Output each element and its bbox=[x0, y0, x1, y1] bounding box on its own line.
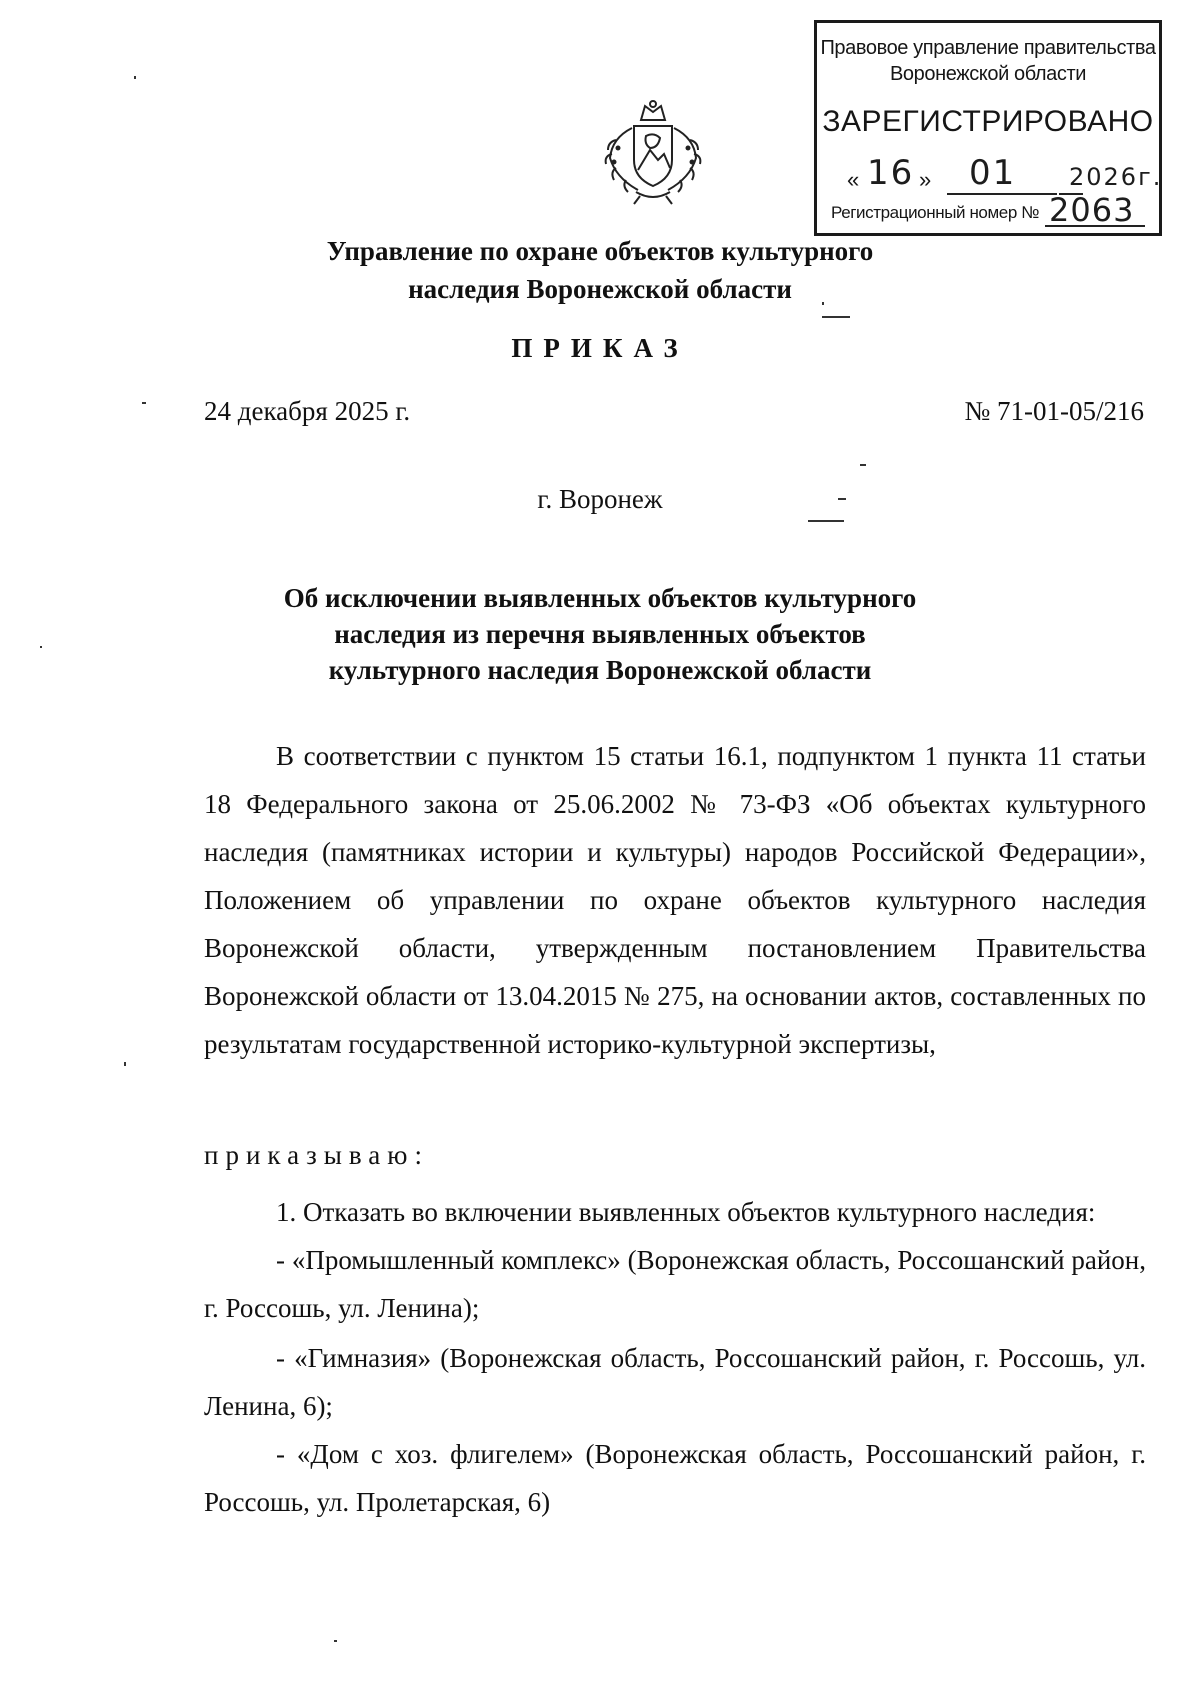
stamp-month-line bbox=[947, 193, 1057, 195]
scan-speck bbox=[822, 316, 850, 318]
scan-speck bbox=[334, 1640, 337, 1642]
order-subitem: - «Гимназия» (Воронежская область, Россошанский район, г. Россошь, ул. Ленина, 6); bbox=[204, 1343, 1146, 1421]
order-subitem: - «Промышленный комплекс» (Воронежская область, Россошанский район, г. Россошь, ул. Ленина); bbox=[204, 1245, 1146, 1323]
scan-speck bbox=[134, 76, 136, 79]
order-item-1: 1. Отказать во включении выявленных объектов культурного наследия: bbox=[276, 1197, 1096, 1227]
scan-speck bbox=[40, 646, 42, 648]
document-date: 24 декабря 2025 г. bbox=[204, 396, 411, 426]
stamp-open-quote: « bbox=[847, 167, 860, 192]
scan-speck bbox=[808, 520, 844, 522]
scan-speck bbox=[838, 498, 846, 500]
voronezh-coat-of-arms-icon bbox=[598, 98, 708, 206]
stamp-reg-number: 2063 bbox=[1049, 191, 1135, 229]
document-subject: Об исключении выявленных объектов культурного наследия из перечня выявленных объектов культурного наследия Воронежской области bbox=[283, 583, 917, 685]
stamp-reg-label: Регистрационный номер № bbox=[831, 203, 1040, 222]
scan-speck bbox=[142, 402, 146, 404]
document-type: ПРИКАЗ bbox=[511, 333, 689, 363]
stamp-status: ЗАРЕГИСТРИРОВАНО bbox=[822, 105, 1154, 138]
scan-speck bbox=[860, 464, 866, 466]
document-city: г. Воронеж bbox=[537, 484, 663, 514]
scan-speck bbox=[822, 302, 824, 305]
stamp-close-quote: » bbox=[919, 167, 932, 192]
preamble-paragraph: В соответствии с пунктом 15 статьи 16.1, подпунктом 1 пункта 11 статьи 18 Федерального закона от 25.06.2002 № 73-ФЗ «Об объектах культурного наследия (памятниках истории и культуры) народов Российской Федерации», Положением об управлении по охране объектов культурного наследия Воронежской области, утвержденным постановлением Правительства Воронежской области от 13.04.2015 № 275, на основании актов, составленных по результатам государственной историко-культурной экспертизы, bbox=[204, 741, 1146, 1059]
stamp-department: Правовое управление правительства Воронежской области bbox=[820, 37, 1156, 85]
order-subitem: - «Дом с хоз. флигелем» (Воронежская область, Россошанский район, г. Россошь, ул. Пролетарская, 6) bbox=[204, 1439, 1146, 1517]
stamp-day: 16 bbox=[867, 153, 915, 193]
organization-name: Управление по охране объектов культурного наследия Воронежской области bbox=[326, 236, 874, 304]
document-number: № 71-01-05/216 bbox=[964, 396, 1144, 426]
registration-stamp bbox=[814, 20, 1162, 236]
coat-of-arms-graphic bbox=[598, 98, 708, 206]
stamp-month: 01 bbox=[969, 153, 1017, 193]
order-word: приказываю: bbox=[204, 1140, 429, 1170]
scan-speck bbox=[124, 1062, 126, 1066]
stamp-year: 2026г. bbox=[1069, 163, 1163, 191]
